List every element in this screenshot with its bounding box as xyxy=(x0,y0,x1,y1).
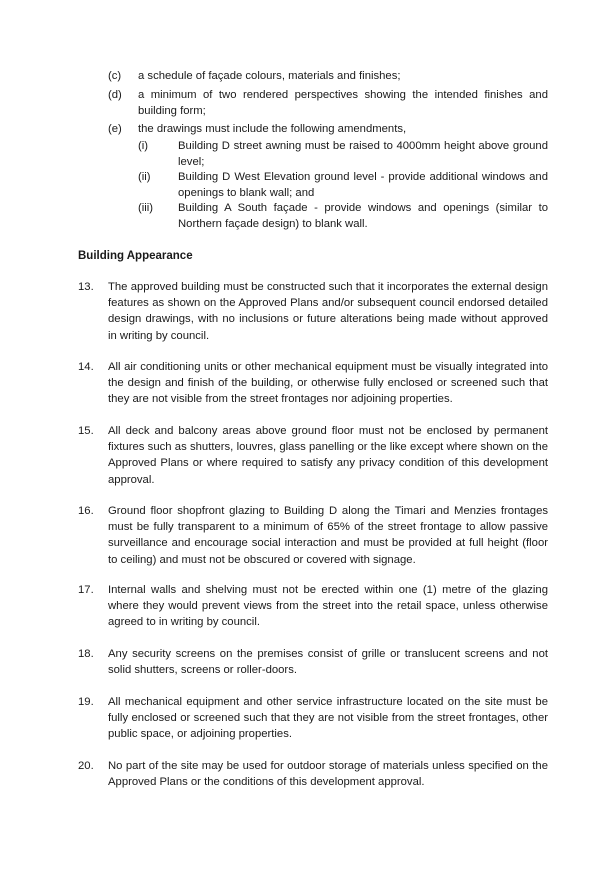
condition-number: 13. xyxy=(78,281,94,293)
sub-item-i xyxy=(138,138,548,170)
condition-text: The approved building must be constructed such that it incorporates the external design features as shown on the Approved Plans and/or subsequent council endorsed detailed design drawings, with no inclusions or future alterations being made without approved in writing by council. xyxy=(108,281,548,342)
condition-text: Any security screens on the premises consist of grille or translucent screens and not solid shutters, screens or roller-doors. xyxy=(108,648,548,677)
condition-16 xyxy=(78,503,548,568)
condition-number: 14. xyxy=(78,361,94,373)
item-label: (d) xyxy=(108,89,122,101)
item-label: (c) xyxy=(108,70,122,82)
list-item-c xyxy=(108,68,548,84)
condition-13 xyxy=(78,279,548,344)
condition-15 xyxy=(78,423,548,488)
item-text: a schedule of façade colours, materials and finishes; xyxy=(138,70,401,82)
condition-number: 16. xyxy=(78,505,94,517)
list-item-e xyxy=(108,121,548,137)
item-text: a minimum of two rendered perspectives showing the intended finishes and building form; xyxy=(138,89,548,118)
condition-text: No part of the site may be used for outdoor storage of materials unless specified on the Approved Plans or the conditions of this development approval. xyxy=(108,760,548,789)
condition-number: 18. xyxy=(78,648,94,660)
condition-number: 15. xyxy=(78,425,94,437)
item-label: (e) xyxy=(108,123,122,135)
sub-item-label: (ii) xyxy=(138,171,151,183)
condition-19 xyxy=(78,694,548,743)
condition-17 xyxy=(78,582,548,631)
condition-text: All deck and balcony areas above ground floor must not be enclosed by permanent fixtures such as shutters, louvres, glass panelling or the like except where shown on the Approved Plans or where required to satisfy any privacy condition of this development approval. xyxy=(108,425,548,486)
sub-item-text: Building D West Elevation ground level - provide additional windows and openings to blank wall; and xyxy=(178,171,548,200)
condition-text: Ground floor shopfront glazing to Building D along the Timari and Menzies frontages must be fully transparent to a minimum of 65% of the street frontage to allow passive surveillance and encourage social interaction and must be provided at full height (floor to ceiling) and must not be obscured or covered with signage. xyxy=(108,505,548,566)
sub-item-text: Building A South façade - provide windows and openings (similar to Northern façade design) to blank wall. xyxy=(178,202,548,231)
condition-number: 20. xyxy=(78,760,94,772)
list-item-d xyxy=(108,87,548,119)
condition-text: All mechanical equipment and other service infrastructure located on the site must be fully enclosed or screened such that they are not visible from the street frontages, other public space, or adjoining properties. xyxy=(108,696,548,741)
sub-item-iii xyxy=(138,200,548,232)
condition-text: Internal walls and shelving must not be erected within one (1) metre of the glazing where they would prevent views from the street into the retail space, unless otherwise agreed to in writing by council. xyxy=(108,584,548,629)
condition-text: All air conditioning units or other mechanical equipment must be visually integrated into the design and finish of the building, or otherwise fully enclosed or screened such that they are not visible from the street frontages nor adjoining properties. xyxy=(108,361,548,406)
section-heading: Building Appearance xyxy=(78,250,193,262)
sub-item-label: (iii) xyxy=(138,202,154,214)
condition-14 xyxy=(78,359,548,408)
condition-number: 17. xyxy=(78,584,94,596)
sub-item-ii xyxy=(138,169,548,201)
sub-item-label: (i) xyxy=(138,140,149,152)
condition-number: 19. xyxy=(78,696,94,708)
condition-20 xyxy=(78,758,548,790)
sub-item-text: Building D street awning must be raised to 4000mm height above ground level; xyxy=(178,140,548,169)
item-text: the drawings must include the following amendments, xyxy=(138,123,407,135)
condition-18 xyxy=(78,646,548,678)
